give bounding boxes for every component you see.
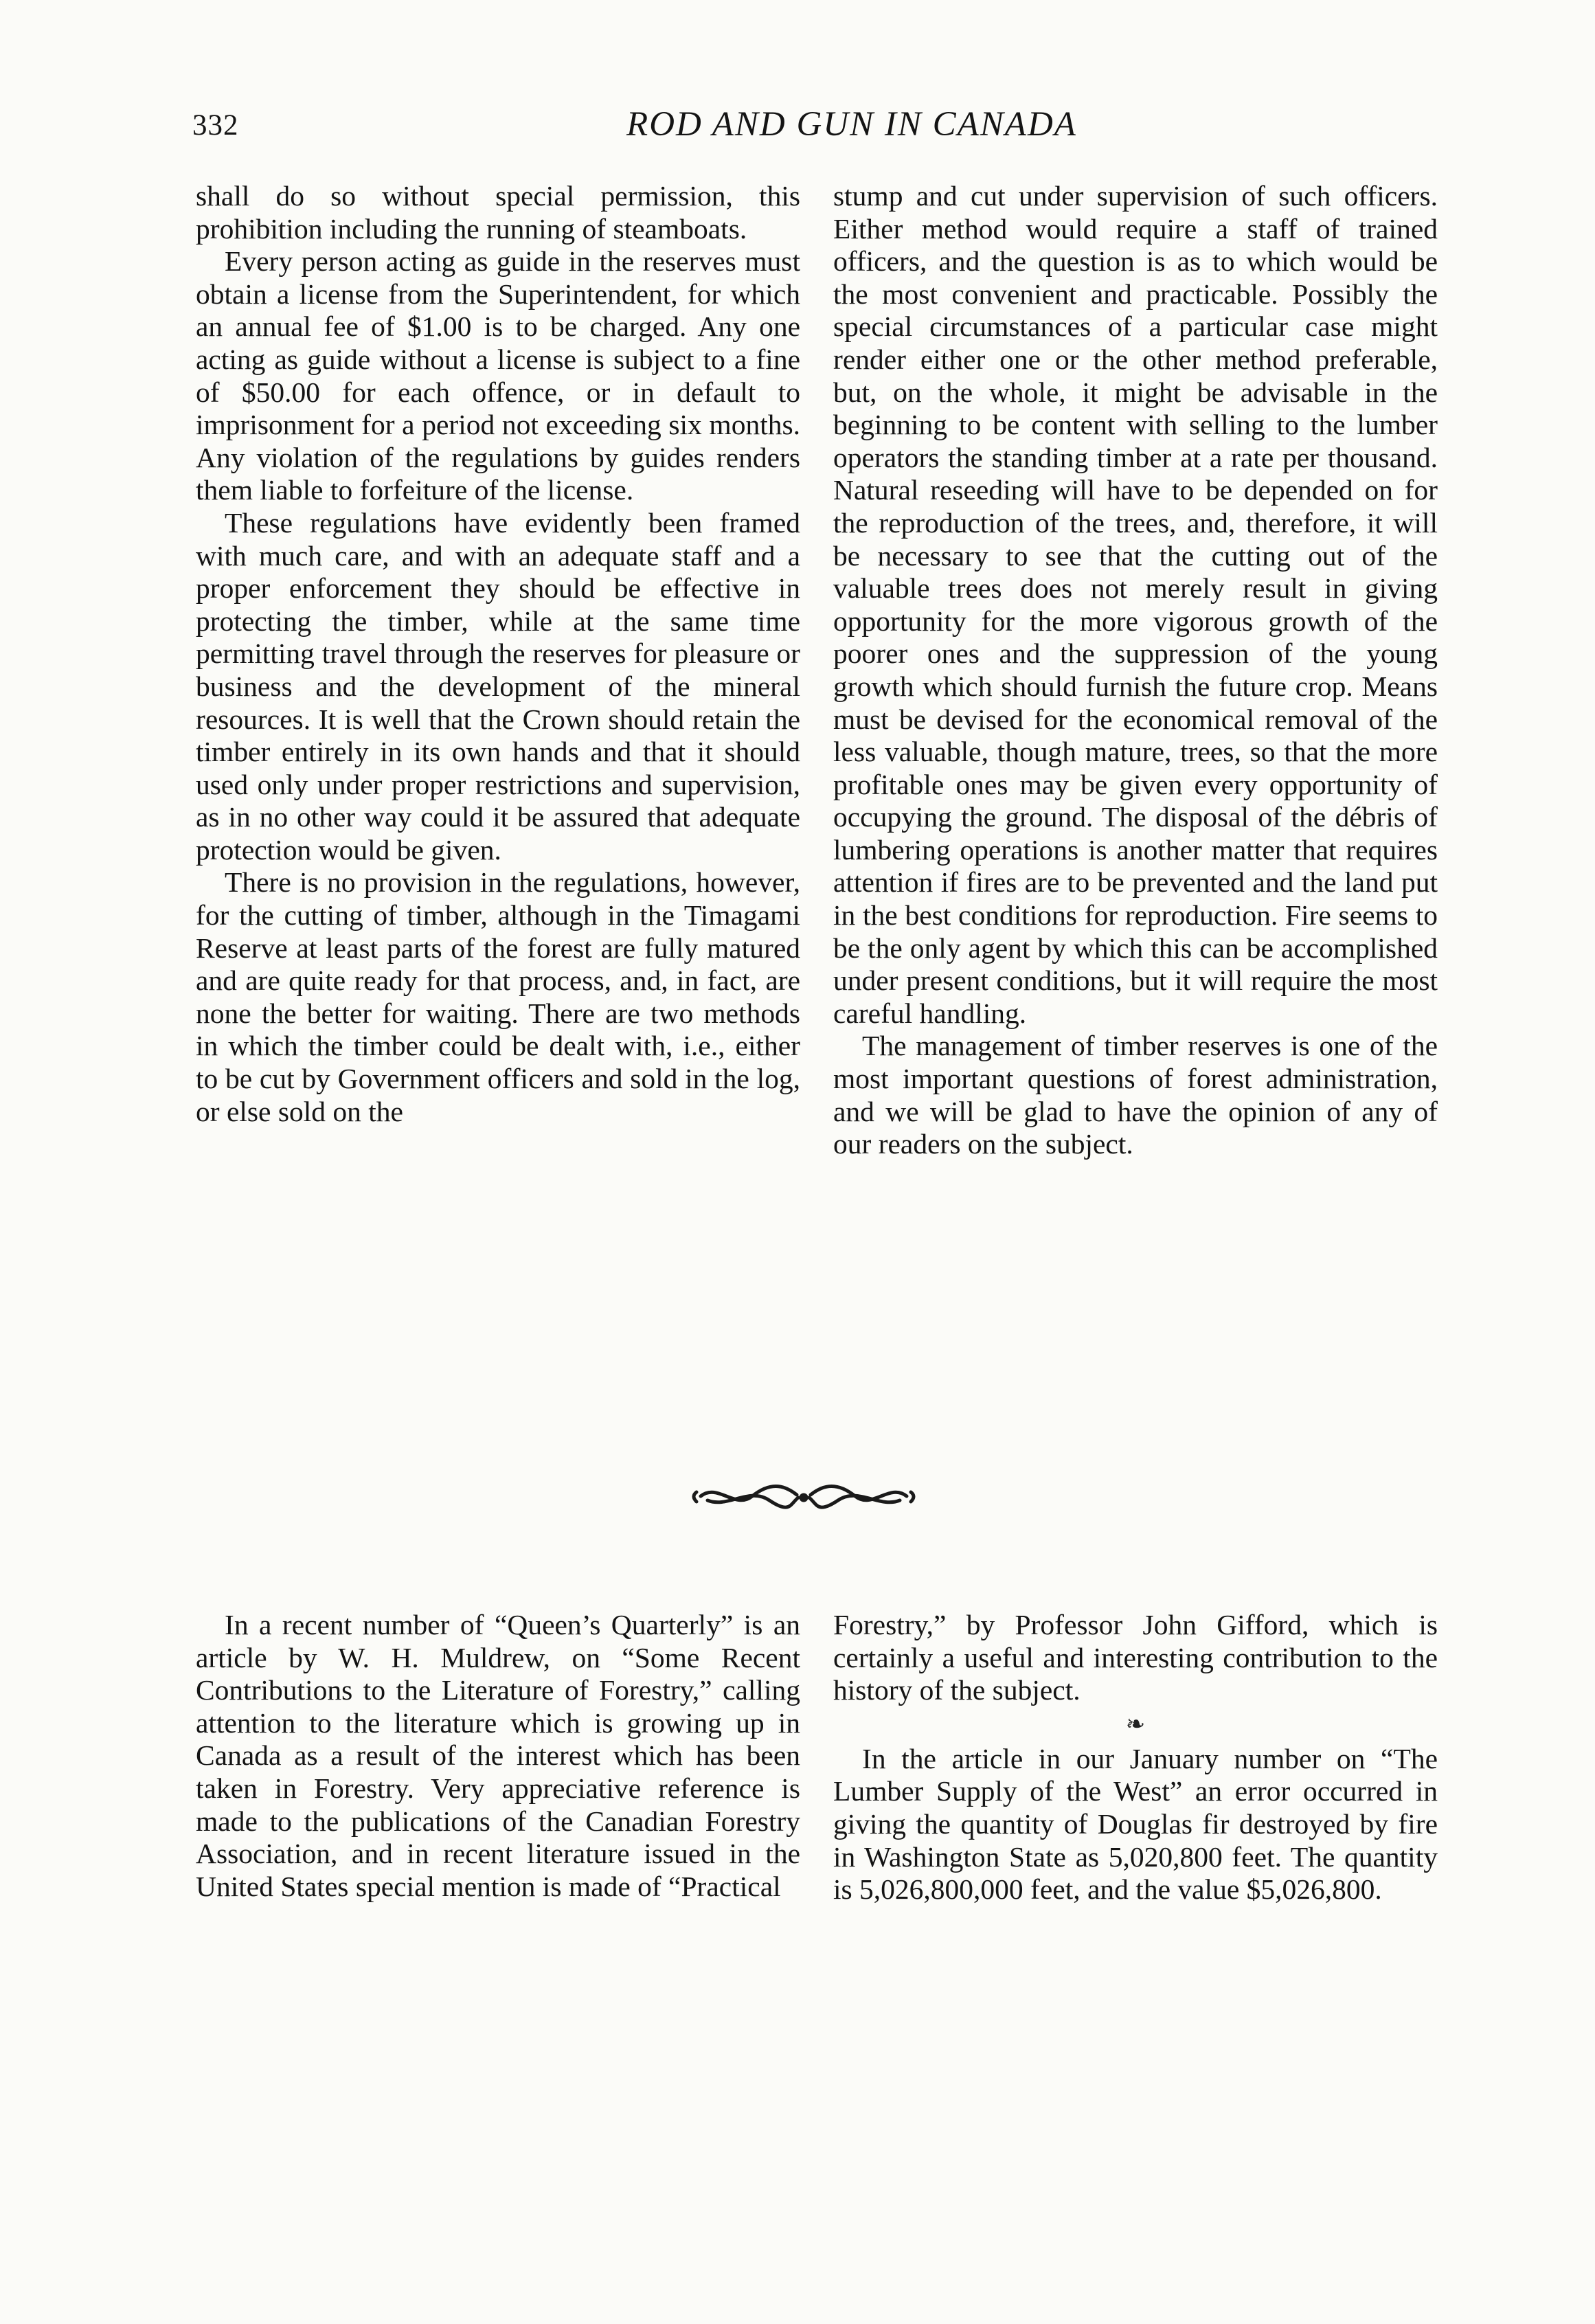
paragraph: In the article in our January number on “The Lumber Supply of the West” an error occurred in giving the quantity of Douglas fir destroyed by fire in Washington State as 5,020,800 feet. The quantity is 5,026,800,000 feet, and the value $5,026,800. <box>833 1742 1438 1906</box>
paragraph: Forestry,” by Professor John Gifford, which is certainly a useful and interesting contribution to the history of the subject. <box>833 1609 1438 1706</box>
article-column-left <box>196 180 800 1128</box>
paragraph: There is no provision in the regulations, however, for the cutting of timber, although in the Timagami Reserve at least parts of the forest are fully matured and are quite ready for that process, and, in fact, are none the better for waiting. There are two methods in which the timber could be dealt with, i.e., either to be cut by Government officers and sold in the log, or else sold on the <box>196 866 800 1127</box>
paragraph: Every person acting as guide in the reserves must obtain a license from the Superintendent, for which an annual fee of $1.00 is to be charged. Any one acting as guide without a license is subject to a fine of $50.00 for each offence, or in default to imprisonment for a period not exceeding six months. Any violation of the regulations by guides renders them liable to forfeiture of the license. <box>196 245 800 506</box>
paragraph: stump and cut under supervision of such officers. Either method would require a staff of trained officers, and the question is as to which would be the most convenient and practicable. Possibly the special circumstances of a particular case might render either one or the other method preferable, but, on the whole, it might be advisable in the beginning to be content with selling to the lumber operators the standing timber at a rate per thousand. Natural reseeding will have to be depended on for the reproduction of the trees, and, therefore, it will be necessary to see that the cutting out of the valuable trees does not merely result in giving opportunity for the more vigorous growth of the poorer ones and the suppression of the young growth which should furnish the future crop. Means must be devised for the economical removal of the less valuable, though mature, trees, so that the more profitable ones may be given every opportunity of occupying the ground. The disposal of the débris of lumbering operations is another matter that requires attention if fires are to be prevented and the land put in the best conditions for reproduction. Fire seems to be the only agent by which this can be accomplished under present conditions, but it will require the most careful handling. <box>833 180 1438 1029</box>
paragraph: shall do so without special permission, this prohibition including the running of steamboats. <box>196 180 800 245</box>
page-number: 332 <box>192 109 239 142</box>
paragraph: The management of timber reserves is one of the most important questions of forest administration, and we will be glad to have the opinion of any of our readers on the subject. <box>833 1030 1438 1160</box>
notes-column-right <box>833 1609 1438 1906</box>
article-column-right <box>833 180 1438 1161</box>
ornament-divider-icon <box>687 1477 920 1515</box>
paragraph: In a recent number of “Queen’s Quarterly” is an article by W. H. Muldrew, on “Some Recent Contributions to the Literature of Forestry,” calling attention to the literature which is growing up in Canada as a result of the interest which has been taken in Forestry. Very appreciative reference is made to the publications of the Canadian Forestry Association, and in recent literature issued in the United States special mention is made of “Practical <box>196 1609 800 1902</box>
leaf-separator-icon: ❧ <box>1125 1711 1146 1737</box>
paragraph: These regulations have evidently been framed with much care, and with an adequate staff and a proper enforcement they should be effective in protecting the timber, while at the same time permitting travel through the reserves for pleasure or business and the development of the mineral resources. It is well that the Crown should retain the timber entirely in its own hands and that it should used only under proper restrictions and supervision, as in no other way could it be assured that adequate protection would be given. <box>196 506 800 866</box>
running-head: ROD AND GUN IN CANADA <box>626 105 1077 144</box>
notes-column-left <box>196 1609 800 1903</box>
